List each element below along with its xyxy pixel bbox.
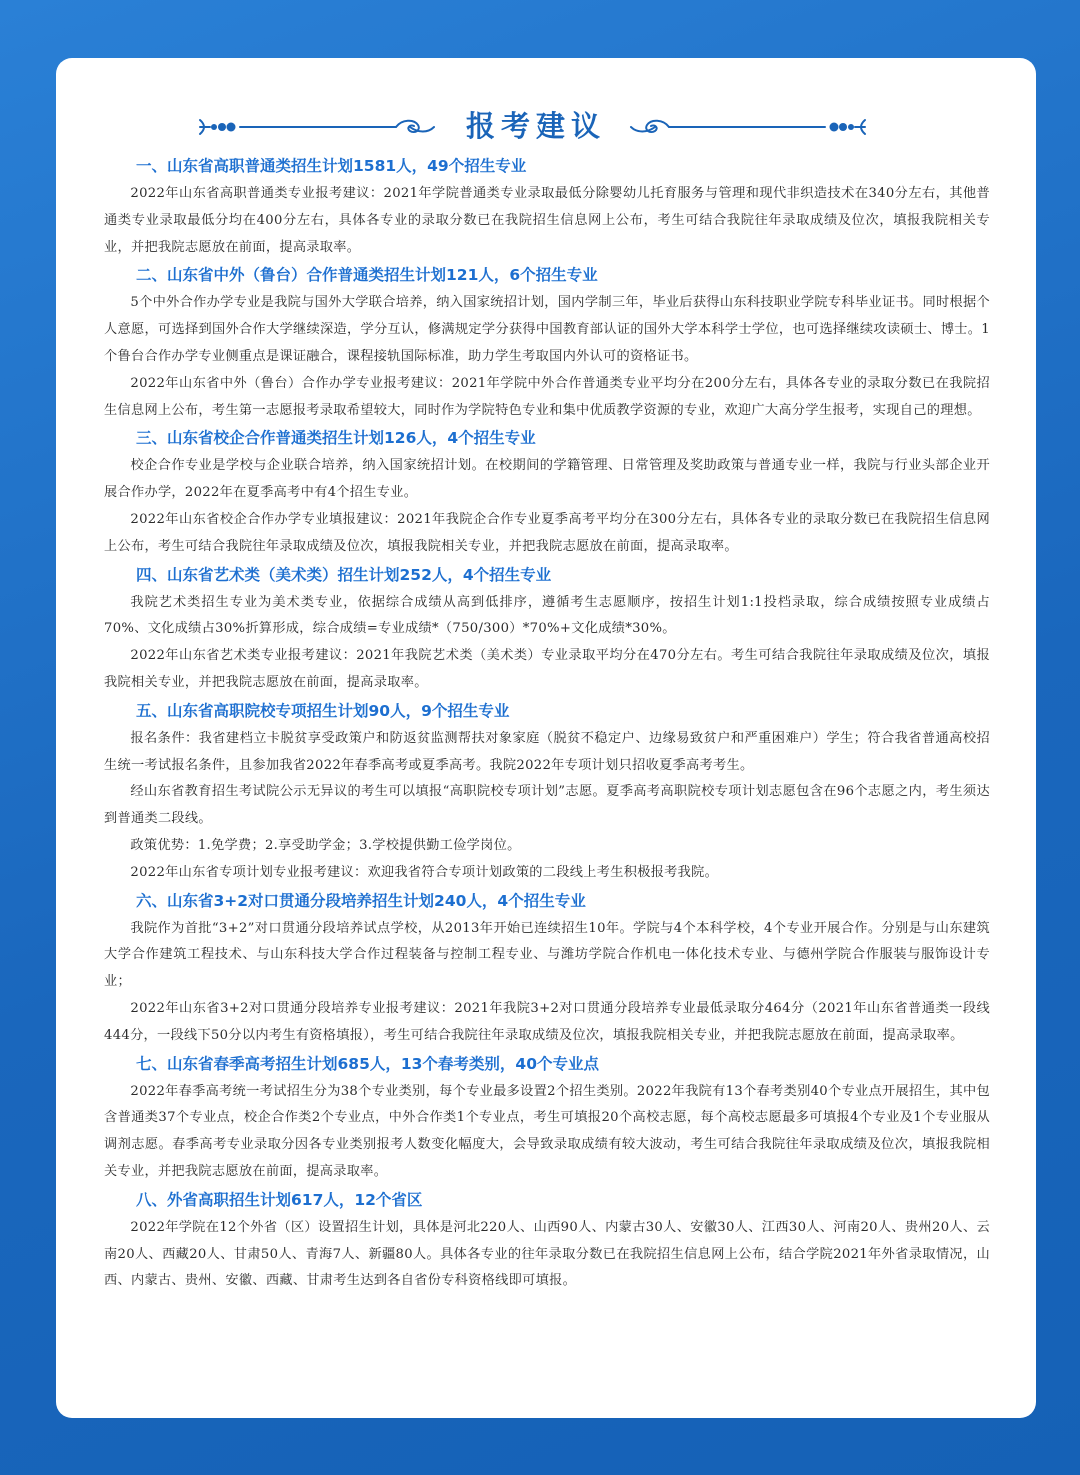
article-body xyxy=(104,154,990,1297)
paragraph: 2022年山东省高职普通类专业报考建议：2021年学院普通类专业录取最低分除婴幼儿托育服务与管理和现代非织造技术在340分左右，其他普通类专业录取最低分均在400分左右，具体各专业的录取分数已在我院招生信息网上公布，考生可结合我院往年录取成绩及位次，填报我院相关专业，并把我院志愿放在前面，提高录取率。 xyxy=(104,186,990,255)
paragraph: 政策优势：1.免学费；2.享受助学金；3.学校提供勤工俭学岗位。 xyxy=(130,837,521,853)
section-7 xyxy=(104,1052,990,1186)
page-title: 报考建议 xyxy=(465,109,606,143)
paragraph: 2022年山东省3+2对口贯通分段培养专业报考建议：2021年我院3+2对口贯通分段培养专业最低录取分464分（2021年山东省普通类一段线444分，一段线下50分以内考生有资格填报），考生可结合我院往年录取成绩及位次，填报我院相关专业，并把我院志愿放在前面，提高录取率。 xyxy=(104,1000,990,1043)
section-heading: 一、山东省高职普通类招生计划1581人，49个招生专业 xyxy=(136,157,527,175)
section-heading: 七、山东省春季高考招生计划685人，13个春考类别，40个专业点 xyxy=(136,1054,599,1073)
paragraph: 报名条件：我省建档立卡脱贫享受政策户和防返贫监测帮扶对象家庭（脱贫不稳定户、边缘易致贫户和严重困难户）学生；符合我省普通高校招生统一考试报名条件，且参加我省2022年春季高考或夏季高考。我院2022年专项计划只招收夏季高考考生。 xyxy=(104,730,990,773)
paragraph: 经山东省教育招生考试院公示无异议的考生可以填报“高职院校专项计划”志愿。夏季高考高职院校专项计划志愿包含在96个志愿之内，考生须达到普通类二段线。 xyxy=(104,784,990,827)
paragraph: 2022年山东省中外（鲁台）合作办学专业报考建议：2021年学院中外合作普通类专业平均分在200分左右，具体各专业的录取分数已在我院招生信息网上公布，考生第一志愿报考录取希望较大，同时作为学院特色专业和集中优质教学资源的专业，欢迎广大高分学生报考，实现自己的理想。 xyxy=(104,375,990,418)
section-heading: 四、山东省艺术类（美术类）招生计划252人，4个招生专业 xyxy=(136,565,552,584)
right-scroll-ornament-icon xyxy=(624,114,869,140)
section-heading: 三、山东省校企合作普通类招生计划126人，4个招生专业 xyxy=(136,429,536,448)
title-banner xyxy=(56,106,1036,150)
paragraph: 2022年学院在12个外省（区）设置招生计划，具体是河北220人、山西90人、内蒙古30人、安徽30人、江西30人、河南20人、贵州20人、云南20人、西藏20人、甘肃50人、青海7人、新疆80人。具体各专业的往年录取分数已在我院招生信息网上公布，结合学院2021年外省录取情况，山西、内蒙古、贵州、安徽、西藏、甘肃考生达到各自省份专科资格线即可填报。 xyxy=(104,1219,990,1289)
section-heading: 二、山东省中外（鲁台）合作普通类招生计划121人，6个招生专业 xyxy=(136,266,598,285)
section-1 xyxy=(104,154,990,261)
paragraph: 2022年山东省艺术类专业报考建议：2021年我院艺术类（美术类）专业录取平均分在470分左右。考生可结合我院往年录取成绩及位次，填报我院相关专业，并把我院志愿放在前面，提高录取率。 xyxy=(104,648,990,690)
section-2 xyxy=(104,263,990,424)
paragraph: 2022年山东省专项计划专业报考建议：欢迎我省符合专项计划政策的二段线上考生积极报考我院。 xyxy=(130,864,719,880)
paragraph: 我院艺术类招生专业为美术类专业，依据综合成绩从高到低排序，遵循考生志愿顺序，按招生计划1:1投档录取，综合成绩按照专业成绩占70%、文化成绩占30%折算形成，综合成绩=专业成绩*（750/300）*70%+文化成绩*30%。 xyxy=(104,594,990,637)
paragraph: 校企合作专业是学校与企业联合培养，纳入国家统招计划。在校期间的学籍管理、日常管理及奖助政策与普通专业一样，我院与行业头部企业开展合作办学，2022年在夏季高考中有4个招生专业。 xyxy=(104,458,990,501)
section-6 xyxy=(104,889,990,1050)
section-8 xyxy=(104,1188,990,1295)
section-5 xyxy=(104,699,990,887)
paragraph: 5个中外合作办学专业是我院与国外大学联合培养，纳入国家统招计划，国内学制三年，毕业后获得山东科技职业学院专科毕业证书。同时根据个人意愿，可选择到国外合作大学继续深造，学分互认，修满规定学分获得中国教育部认证的国外大学本科学士学位，也可选择继续攻读硕士、博士。1个鲁台合作办学专业侧重点是课证融合，课程接轨国际标准，助力学生考取国内外认可的资格证书。 xyxy=(104,295,990,364)
section-heading: 八、外省高职招生计划617人，12个省区 xyxy=(136,1190,423,1209)
section-heading: 五、山东省高职院校专项招生计划90人，9个招生专业 xyxy=(136,701,510,720)
paragraph: 2022年春季高考统一考试招生分为38个专业类别，每个专业最多设置2个招生类别。2022年我院有13个春考类别40个专业点开展招生，其中包含普通类37个专业点，校企合作类2个专业点，中外合作类1个专业点，考生可填报20个高校志愿，每个高校志愿最多可填报4个专业及1个专业服从调剂志愿。春季高考专业录取分因各专业类别报考人数变化幅度大，会导致录取成绩有较大波动，考生可结合我院往年录取成绩及位次，填报我院相关专业，并把我院志愿放在前面，提高录取率。 xyxy=(104,1083,990,1179)
paragraph: 我院作为首批“3+2”对口贯通分段培养试点学校，从2013年开始已连续招生10年。学院与4个本科学校，4个专业开展合作。分别是与山东建筑大学合作建筑工程技术、与山东科技大学合作过程装备与控制工程专业、与潍坊学院合作机电一体化技术专业、与德州学院合作服装与服饰设计专业； xyxy=(104,920,990,990)
paragraph: 2022年山东省校企合作办学专业填报建议：2021年我院企合作专业夏季高考平均分在300分左右，具体各专业的录取分数已在我院招生信息网上公布，考生可结合我院往年录取成绩及位次，填报我院相关专业，并把我院志愿放在前面，提高录取率。 xyxy=(104,511,990,554)
section-heading: 六、山东省3+2对口贯通分段培养招生计划240人，4个招生专业 xyxy=(136,891,586,910)
section-4 xyxy=(104,563,990,697)
left-scroll-ornament-icon xyxy=(196,114,441,140)
content-card xyxy=(56,58,1036,1418)
section-3 xyxy=(104,426,990,560)
